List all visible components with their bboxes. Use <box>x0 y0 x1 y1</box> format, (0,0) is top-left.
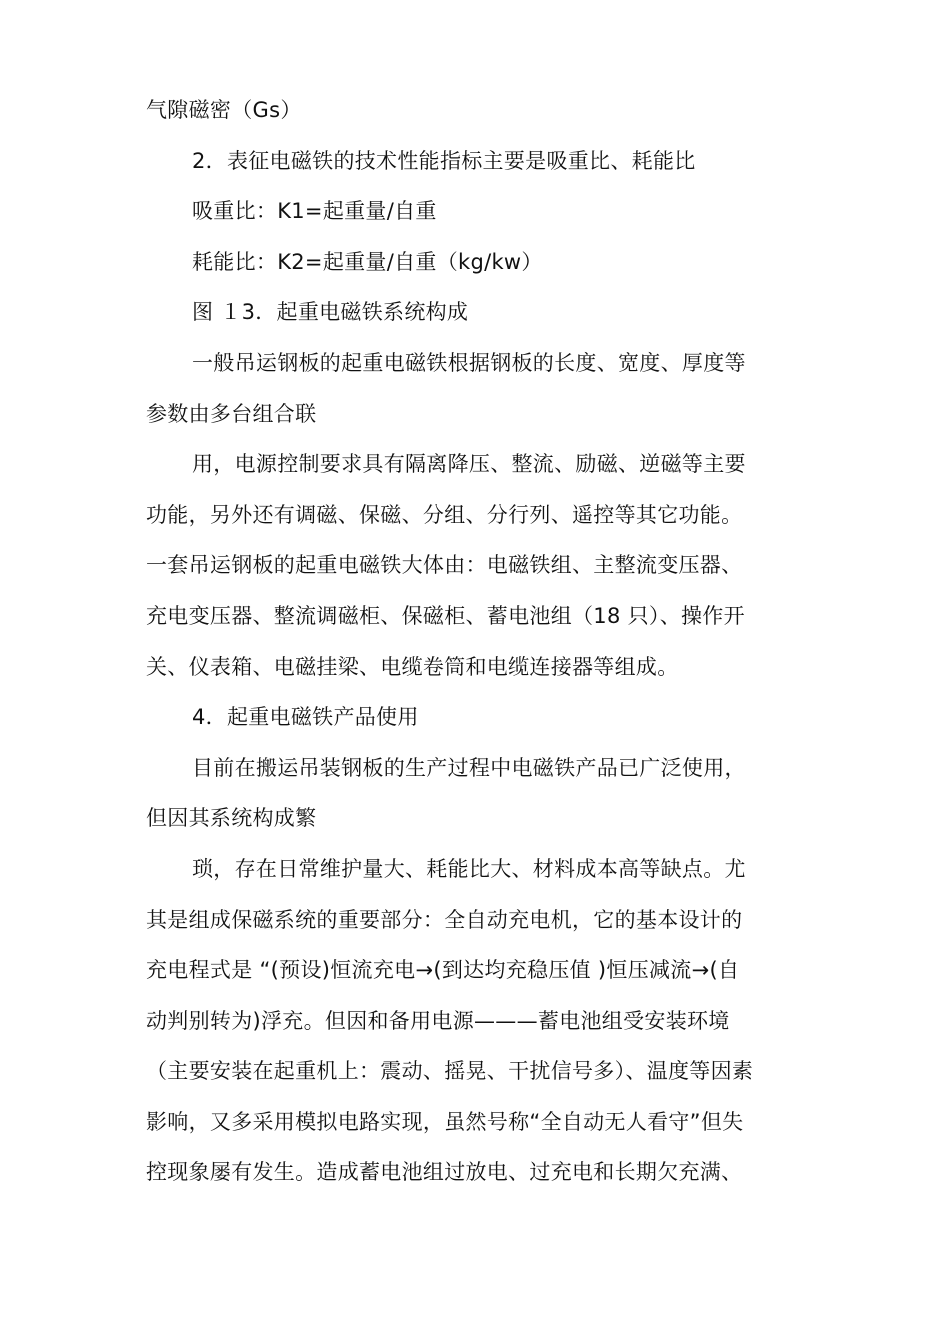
text-line: （主要安装在起重机上：震动、摇晃、干扰信号多）、温度等因素 <box>146 1059 754 1084</box>
figure-caption: 图 １3．起重电磁铁系统构成 <box>192 300 469 325</box>
text-line: 一般吊运钢板的起重电磁铁根据钢板的长度、宽度、厚度等 <box>192 350 746 375</box>
text-line: 吸重比：K1=起重量/自重 <box>192 199 437 224</box>
text-line: 功能，另外还有调磁、保磁、分组、分行列、遥控等其它功能。 <box>146 502 743 527</box>
text-line: 一套吊运钢板的起重电磁铁大体由：电磁铁组、主整流变压器、 <box>146 553 743 578</box>
text-line: 气隙磁密（Gs） <box>146 98 302 122</box>
text-line: 琐，存在日常维护量大、耗能比大、材料成本高等缺点。尤 <box>192 856 746 881</box>
document-body <box>146 85 818 1198</box>
text-line: 目前在搬运吊装钢板的生产过程中电磁铁产品已广泛使用， <box>192 755 746 780</box>
text-line: 控现象屡有发生。造成蓄电池组过放电、过充电和长期欠充满、 <box>146 1160 743 1185</box>
text-line: 用，电源控制要求具有隔离降压、整流、励磁、逆磁等主要 <box>192 452 746 477</box>
text-line: 耗能比：K2=起重量/自重（kg/kw） <box>192 249 543 274</box>
text-line: 参数由多台组合联 <box>146 401 317 426</box>
text-line: 充电程式是 “(预设)恒流充电→(到达均充稳压值 )恒压减流→(自 <box>146 958 740 983</box>
text-line: 2．表征电磁铁的技术性能指标主要是吸重比、耗能比 <box>192 148 696 173</box>
text-line: 充电变压器、整流调磁柜、保磁柜、蓄电池组（18 只）、操作开 <box>146 603 745 628</box>
section-heading: 4．起重电磁铁产品使用 <box>192 705 419 730</box>
text-line: 关、仪表箱、电磁挂梁、电缆卷筒和电缆连接器等组成。 <box>146 654 679 679</box>
text-line: 影响，又多采用模拟电路实现，虽然号称“全自动无人看守”但失 <box>146 1109 744 1134</box>
text-line: 动判别转为)浮充。但因和备用电源———蓄电池组受安装环境 <box>146 1008 730 1033</box>
text-line: 但因其系统构成繁 <box>146 806 317 831</box>
text-line: 其是组成保磁系统的重要部分：全自动充电机，它的基本设计的 <box>146 907 743 932</box>
